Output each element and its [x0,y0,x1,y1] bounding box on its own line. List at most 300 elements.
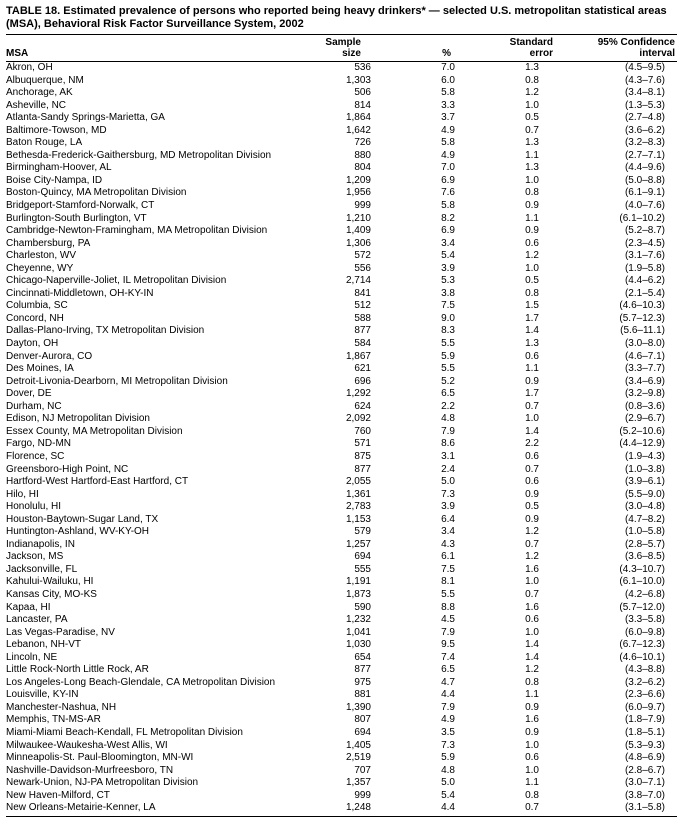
percent-cell: 7.3 [441,739,455,751]
table-row [6,238,677,251]
msa-cell: Memphis, TN-MS-AR [6,714,101,726]
standard-error-cell: 1.7 [525,312,539,324]
table-row [6,551,677,564]
sample-size-cell: 1,405 [345,739,371,751]
header-percent: % [373,48,457,62]
standard-error-cell: 0.6 [525,350,539,362]
sample-size-cell: 694 [354,726,371,738]
standard-error-cell: 0.9 [525,225,539,237]
table-row [6,727,677,740]
standard-error-cell: 1.1 [525,689,539,701]
header-msa-spacer [6,35,311,48]
msa-cell: Akron, OH [6,62,53,73]
percent-cell: 7.9 [441,425,455,437]
percent-cell: 7.4 [441,651,455,663]
msa-cell: Miami-Miami Beach-Kendall, FL Metropolitan Division [6,726,243,738]
confidence-interval-cell: (6.0–9.7) [624,701,665,713]
standard-error-cell: 0.6 [525,752,539,764]
msa-cell: Des Moines, IA [6,363,74,375]
standard-error-cell: 1.0 [525,413,539,425]
sample-size-cell: 579 [354,526,371,538]
table-row [6,689,677,702]
confidence-interval-cell: (4.3–10.7) [619,563,665,575]
percent-cell: 5.0 [441,476,455,488]
percent-cell: 3.9 [441,501,455,513]
percent-cell: 7.5 [441,563,455,575]
confidence-interval-cell: (6.1–10.0) [619,576,665,588]
percent-cell: 9.0 [441,312,455,324]
confidence-interval-cell: (2.7–4.8) [624,112,665,124]
standard-error-cell: 1.3 [525,62,539,73]
msa-cell: Jackson, MS [6,551,64,563]
table-row [6,62,677,75]
standard-error-cell: 0.5 [525,275,539,287]
sample-size-cell: 1,361 [345,488,371,500]
table-row [6,614,677,627]
table-row [6,702,677,715]
msa-cell: Chicago-Naperville-Joliet, IL Metropolitan Division [6,275,227,287]
sample-size-cell: 707 [354,764,371,776]
msa-cell: Burlington-South Burlington, VT [6,212,147,224]
confidence-interval-cell: (4.4–6.2) [624,275,665,287]
confidence-interval-cell: (3.8–7.0) [624,789,665,801]
sample-size-cell: 1,191 [345,576,371,588]
standard-error-cell: 0.7 [457,802,555,816]
msa-cell: Denver-Aurora, CO [6,350,93,362]
msa-cell: Cheyenne, WY [6,262,74,274]
confidence-interval-cell: (5.6–11.1) [620,325,665,337]
sample-size-cell: 571 [354,438,371,450]
percent-cell: 8.8 [441,601,455,613]
percent-cell: 5.0 [441,777,455,789]
sample-size-cell: 1,153 [345,513,371,525]
standard-error-cell: 0.9 [525,701,539,713]
standard-error-cell: 1.1 [525,212,539,224]
sample-size-cell: 975 [354,676,371,688]
sample-size-cell: 2,519 [345,752,371,764]
table-row [6,489,677,502]
standard-error-cell: 1.0 [525,262,539,274]
percent-cell: 5.2 [441,375,455,387]
msa-cell: Louisville, KY-IN [6,689,79,701]
percent-cell: 3.8 [441,287,455,299]
percent-cell: 8.6 [441,438,455,450]
confidence-interval-cell: (0.8–3.6) [624,400,665,412]
percent-cell: 9.5 [441,639,455,651]
standard-error-cell: 1.6 [525,563,539,575]
standard-error-cell: 1.0 [525,626,539,638]
table-row [6,175,677,188]
standard-error-cell: 1.4 [525,651,539,663]
standard-error-cell: 1.2 [525,664,539,676]
header-row-top [6,35,677,48]
standard-error-cell: 1.7 [525,388,539,400]
table-row [6,363,677,376]
percent-cell: 4.9 [441,149,455,161]
sample-size-cell: 584 [354,338,371,350]
table-body [6,62,677,817]
sample-size-cell: 841 [354,287,371,299]
sample-size-cell: 694 [354,551,371,563]
percent-cell: 4.8 [441,413,455,425]
msa-cell: Boise City-Nampa, ID [6,174,103,186]
standard-error-cell: 1.3 [525,338,539,350]
msa-cell: Las Vegas-Paradise, NV [6,626,115,638]
msa-cell: Honolulu, HI [6,501,62,513]
table-row [6,576,677,589]
percent-cell: 8.3 [441,325,455,337]
confidence-interval-cell: (2.9–6.7) [624,413,665,425]
sample-size-cell: 536 [354,62,371,73]
table-row [6,539,677,552]
table-row [6,401,677,414]
table-row [6,150,677,163]
confidence-interval-cell: (3.2–9.8) [624,388,665,400]
msa-cell: Nashville-Davidson-Murfreesboro, TN [6,764,174,776]
confidence-interval-cell: (4.7–8.2) [624,513,665,525]
standard-error-cell: 1.0 [525,576,539,588]
sample-size-cell: 999 [354,789,371,801]
standard-error-cell: 1.4 [525,325,539,337]
sample-size-cell: 1,041 [345,626,371,638]
msa-cell: Florence, SC [6,450,65,462]
standard-error-cell: 0.8 [525,187,539,199]
sample-size-cell: 654 [354,651,371,663]
percent-cell: 2.4 [441,463,455,475]
sample-size-cell: 807 [354,714,371,726]
table-header [6,35,677,62]
confidence-interval-cell: (6.0–9.8) [624,626,665,638]
percent-cell: 3.5 [441,726,455,738]
confidence-interval-cell: (3.2–6.2) [624,676,665,688]
confidence-interval-cell: (5.7–12.0) [619,601,665,613]
standard-error-cell: 2.2 [525,438,539,450]
confidence-interval-cell: (5.5–9.0) [624,488,665,500]
standard-error-cell: 0.6 [525,237,539,249]
table-row [6,376,677,389]
standard-error-cell: 1.0 [525,174,539,186]
percent-cell: 2.2 [441,400,455,412]
sample-size-cell: 877 [354,325,371,337]
percent-cell: 3.4 [441,526,455,538]
confidence-interval-cell: (3.4–6.9) [624,375,665,387]
percent-cell: 3.7 [441,112,455,124]
confidence-interval-cell: (4.6–10.3) [619,300,665,312]
confidence-interval-cell: (2.3–6.6) [624,689,665,701]
percent-cell: 4.9 [441,714,455,726]
percent-cell: 4.3 [441,538,455,550]
confidence-interval-cell: (3.0–4.8) [624,501,665,513]
msa-cell: Columbia, SC [6,300,68,312]
percent-cell: 4.5 [441,614,455,626]
header-confidence-interval-bottom: interval [555,48,677,62]
table-row [6,288,677,301]
table-row [6,275,677,288]
confidence-interval-cell: (1.3–5.3) [624,99,665,111]
table-row [6,162,677,175]
header-row-bottom [6,48,677,62]
confidence-interval-cell: (4.2–6.8) [624,588,665,600]
msa-cell: Cambridge-Newton-Framingham, MA Metropolitan Division [6,225,268,237]
percent-cell: 4.4 [441,689,455,701]
sample-size-cell: 624 [354,400,371,412]
msa-cell: Durham, NC [6,400,62,412]
sample-size-cell: 1,956 [345,187,371,199]
table-row [6,677,677,690]
table-row [6,765,677,778]
table-row [6,125,677,138]
percent-cell: 4.7 [441,676,455,688]
standard-error-cell: 0.9 [525,513,539,525]
msa-cell: Dallas-Plano-Irving, TX Metropolitan Division [6,325,205,337]
sample-size-cell: 1,210 [345,212,371,224]
confidence-interval-cell: (2.3–4.5) [624,237,665,249]
header-sample-size-top: Sample [325,37,361,48]
sample-size-cell: 1,642 [345,124,371,136]
sample-size-cell: 877 [354,463,371,475]
msa-cell: Minneapolis-St. Paul-Bloomington, MN-WI [6,752,194,764]
standard-error-cell: 0.8 [525,74,539,86]
msa-cell: Dayton, OH [6,338,59,350]
table-row [6,325,677,338]
percent-cell: 5.4 [441,789,455,801]
table-row [6,87,677,100]
confidence-interval-cell: (1.8–5.1) [624,726,665,738]
sample-size-cell: 1,209 [345,174,371,186]
confidence-interval-cell: (2.8–6.7) [624,764,665,776]
percent-cell: 3.9 [441,262,455,274]
standard-error-cell: 1.6 [525,714,539,726]
table-row [6,213,677,226]
table-row [6,514,677,527]
table-row [6,589,677,602]
msa-cell: Little Rock-North Little Rock, AR [6,664,149,676]
table-row [6,464,677,477]
table-row [6,187,677,200]
table-row [6,627,677,640]
confidence-interval-cell: (4.5–9.5) [624,62,665,73]
msa-cell: Lancaster, PA [6,614,68,626]
sample-size-cell: 1,390 [345,701,371,713]
table-row [6,426,677,439]
standard-error-cell: 0.7 [525,124,539,136]
confidence-interval-cell: (3.1–5.8) [555,802,677,816]
standard-error-cell: 1.1 [525,149,539,161]
msa-cell: Albuquerque, NM [6,74,84,86]
confidence-interval-cell: (1.9–5.8) [624,262,665,274]
percent-cell: 8.1 [441,576,455,588]
sample-size-cell: 1,873 [345,588,371,600]
table-title: TABLE 18. Estimated prevalence of persons who reported being heavy drinkers* — selected U.S. metropolitan statistical areas (MSA), Behavioral Risk Factor Surveillance System, 2002 [6,5,677,35]
percent-cell: 6.1 [441,551,455,563]
table-row [6,802,677,816]
sample-size-cell: 556 [354,262,371,274]
sample-size-cell: 877 [354,664,371,676]
sample-size-cell: 590 [354,601,371,613]
header-percent-spacer [373,35,457,48]
sample-size-cell: 2,714 [345,275,371,287]
msa-cell: Kahului-Wailuku, HI [6,576,94,588]
percent-cell: 5.8 [441,137,455,149]
sample-size-cell: 881 [354,689,371,701]
standard-error-cell: 1.2 [525,526,539,538]
table-row [6,413,677,426]
percent-cell: 7.0 [441,62,455,73]
sample-size-cell: 1,867 [345,350,371,362]
confidence-interval-cell: (3.3–7.7) [624,363,665,375]
confidence-interval-cell: (3.9–6.1) [624,476,665,488]
standard-error-cell: 1.2 [525,250,539,262]
msa-cell: Kapaa, HI [6,601,51,613]
confidence-interval-cell: (2.7–7.1) [624,149,665,161]
confidence-interval-cell: (1.9–4.3) [624,450,665,462]
confidence-interval-cell: (5.7–12.3) [619,312,665,324]
msa-cell: Bethesda-Frederick-Gaithersburg, MD Metropolitan Division [6,149,272,161]
confidence-interval-cell: (3.4–8.1) [624,87,665,99]
confidence-interval-cell: (3.3–5.8) [624,614,665,626]
standard-error-cell: 0.5 [525,501,539,513]
msa-cell: Fargo, ND-MN [6,438,72,450]
confidence-interval-cell: (3.1–7.6) [624,250,665,262]
sample-size-cell: 1,306 [345,237,371,249]
confidence-interval-cell: (6.1–10.2) [619,212,665,224]
sample-size-cell: 621 [354,363,371,375]
standard-error-cell: 0.7 [525,538,539,550]
confidence-interval-cell: (3.6–6.2) [624,124,665,136]
standard-error-cell: 0.9 [525,488,539,500]
header-standard-error-top: Standard [509,37,553,48]
percent-cell: 5.8 [441,87,455,99]
msa-cell: Baltimore-Towson, MD [6,124,107,136]
standard-error-cell: 1.5 [525,300,539,312]
percent-cell: 6.5 [441,664,455,676]
msa-cell: Edison, NJ Metropolitan Division [6,413,150,425]
sample-size-cell: 1,303 [345,74,371,86]
table-row [6,752,677,765]
msa-cell: Detroit-Livonia-Dearborn, MI Metropolitan Division [6,375,228,387]
table-row [6,200,677,213]
sample-size-cell: 1,864 [345,112,371,124]
sample-size-cell: 1,257 [345,538,371,550]
percent-cell: 8.2 [441,212,455,224]
msa-cell: Dover, DE [6,388,52,400]
msa-cell: Cincinnati-Middletown, OH-KY-IN [6,287,154,299]
sample-size-cell: 588 [354,312,371,324]
sample-size-cell: 2,055 [345,476,371,488]
confidence-interval-cell: (4.3–8.8) [624,664,665,676]
table-row [6,338,677,351]
percent-cell: 7.9 [441,701,455,713]
standard-error-cell: 1.0 [525,739,539,751]
msa-cell: Asheville, NC [6,99,67,111]
msa-cell: Hilo, HI [6,488,39,500]
standard-error-cell: 1.2 [525,551,539,563]
sample-size-cell: 555 [354,563,371,575]
table-row [6,451,677,464]
confidence-interval-cell: (4.4–12.9) [619,438,665,450]
sample-size-cell: 875 [354,450,371,462]
confidence-interval-cell: (4.8–6.9) [624,752,665,764]
percent-cell: 6.9 [441,174,455,186]
msa-cell: Essex County, MA Metropolitan Division [6,425,183,437]
standard-error-cell: 0.7 [525,463,539,475]
table-row [6,564,677,577]
table-row [6,250,677,263]
standard-error-cell: 1.4 [525,425,539,437]
sample-size-cell: 1,409 [345,225,371,237]
sample-size-cell: 696 [354,375,371,387]
msa-cell: Milwaukee-Waukesha-West Allis, WI [6,739,168,751]
prevalence-table [6,35,677,817]
msa-cell: Bridgeport-Stamford-Norwalk, CT [6,200,155,212]
sample-size-cell: 512 [354,300,371,312]
percent-cell: 7.9 [441,626,455,638]
sample-size-cell: 1,292 [345,388,371,400]
percent-cell: 3.1 [441,450,455,462]
msa-cell: Greensboro-High Point, NC [6,463,129,475]
table-row [6,714,677,727]
percent-cell: 5.9 [441,350,455,362]
msa-cell: Anchorage, AK [6,87,73,99]
sample-size-cell: 999 [354,200,371,212]
sample-size-cell: 1,248 [311,802,373,816]
table-row [6,476,677,489]
table-row [6,602,677,615]
table-row [6,790,677,803]
standard-error-cell: 1.1 [525,777,539,789]
standard-error-cell: 0.7 [525,588,539,600]
percent-cell: 5.8 [441,200,455,212]
standard-error-cell: 1.0 [525,99,539,111]
standard-error-cell: 1.3 [525,162,539,174]
msa-cell: Birmingham-Hoover, AL [6,162,112,174]
sample-size-cell: 1,357 [345,777,371,789]
table-row [6,652,677,665]
header-msa: MSA [6,48,311,62]
confidence-interval-cell: (2.1–5.4) [624,287,665,299]
header-sample-size-bottom: size [311,48,373,62]
msa-cell: Newark-Union, NJ-PA Metropolitan Division [6,777,199,789]
percent-cell: 6.5 [441,388,455,400]
sample-size-cell: 814 [354,99,371,111]
percent-cell: 5.5 [441,338,455,350]
standard-error-cell: 0.8 [525,287,539,299]
table-row [6,526,677,539]
msa-cell: Jacksonville, FL [6,563,78,575]
header-standard-error-bottom: error [457,48,555,62]
sample-size-cell: 760 [354,425,371,437]
percent-cell: 5.5 [441,363,455,375]
confidence-interval-cell: (2.8–5.7) [624,538,665,550]
confidence-interval-cell: (1.0–3.8) [624,463,665,475]
standard-error-cell: 1.2 [525,87,539,99]
msa-cell: Boston-Quincy, MA Metropolitan Division [6,187,187,199]
confidence-interval-cell: (5.0–8.8) [624,174,665,186]
table-row [6,225,677,238]
confidence-interval-cell: (4.0–7.6) [624,200,665,212]
confidence-interval-cell: (6.1–9.1) [624,187,665,199]
standard-error-cell: 0.8 [525,676,539,688]
table-row [6,75,677,88]
sample-size-cell: 726 [354,137,371,149]
percent-cell: 5.3 [441,275,455,287]
table-row [6,137,677,150]
percent-cell: 4.4 [373,802,457,816]
confidence-interval-cell: (6.7–12.3) [619,639,665,651]
percent-cell: 7.0 [441,162,455,174]
standard-error-cell: 0.6 [525,450,539,462]
confidence-interval-cell: (4.4–9.6) [624,162,665,174]
